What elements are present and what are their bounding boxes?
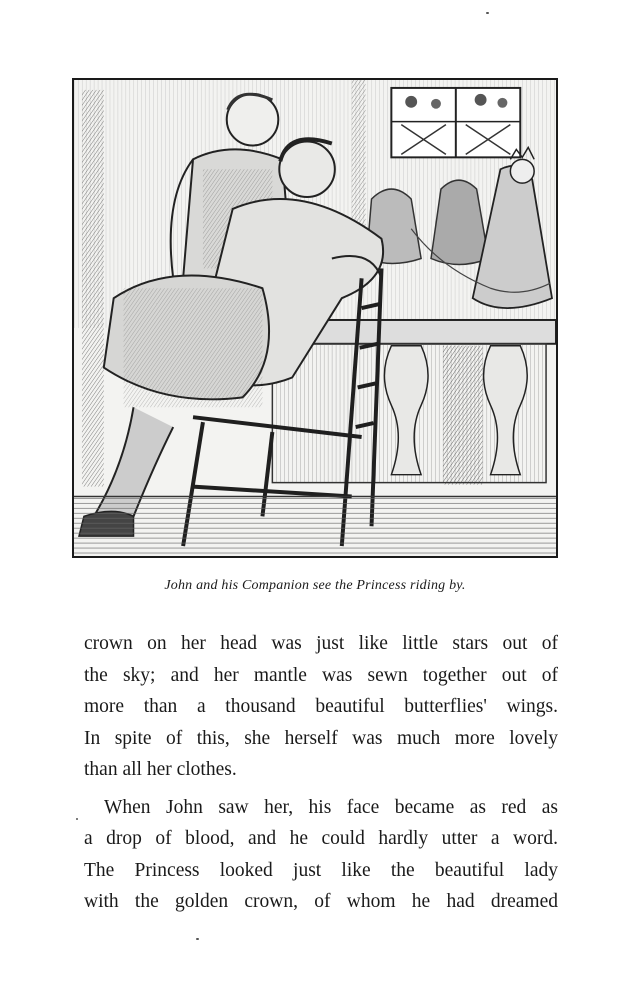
text-line: with the golden crown, of whom he had dreamed (84, 891, 558, 912)
text-line: more than a thousand beautiful butterflies' wings. (84, 696, 558, 717)
text-line: When John saw her, his face became as red as (104, 796, 558, 818)
balustrade (384, 346, 527, 485)
text-line: a drop of blood, and he could hardly utter a word. (84, 828, 558, 849)
scan-speck (486, 12, 489, 14)
text-line: than all her clothes. (84, 759, 237, 780)
text-line: In spite of this, she herself was much more lovely (84, 727, 558, 749)
scan-speck (76, 818, 78, 820)
engraving-illustration (72, 78, 558, 558)
illustration-caption: John and his Companion see the Princess riding by. (164, 578, 466, 593)
window-with-spectators (391, 88, 520, 157)
text-line: the sky; and her mantle was sewn together out of (84, 664, 558, 686)
text-line: The Princess looked just like the beautiful lady (84, 859, 558, 881)
engraving-drawing (74, 80, 556, 556)
text-line: crown on her head was just like little stars out of (84, 633, 558, 654)
body-text (84, 628, 558, 918)
scan-speck (196, 938, 199, 940)
